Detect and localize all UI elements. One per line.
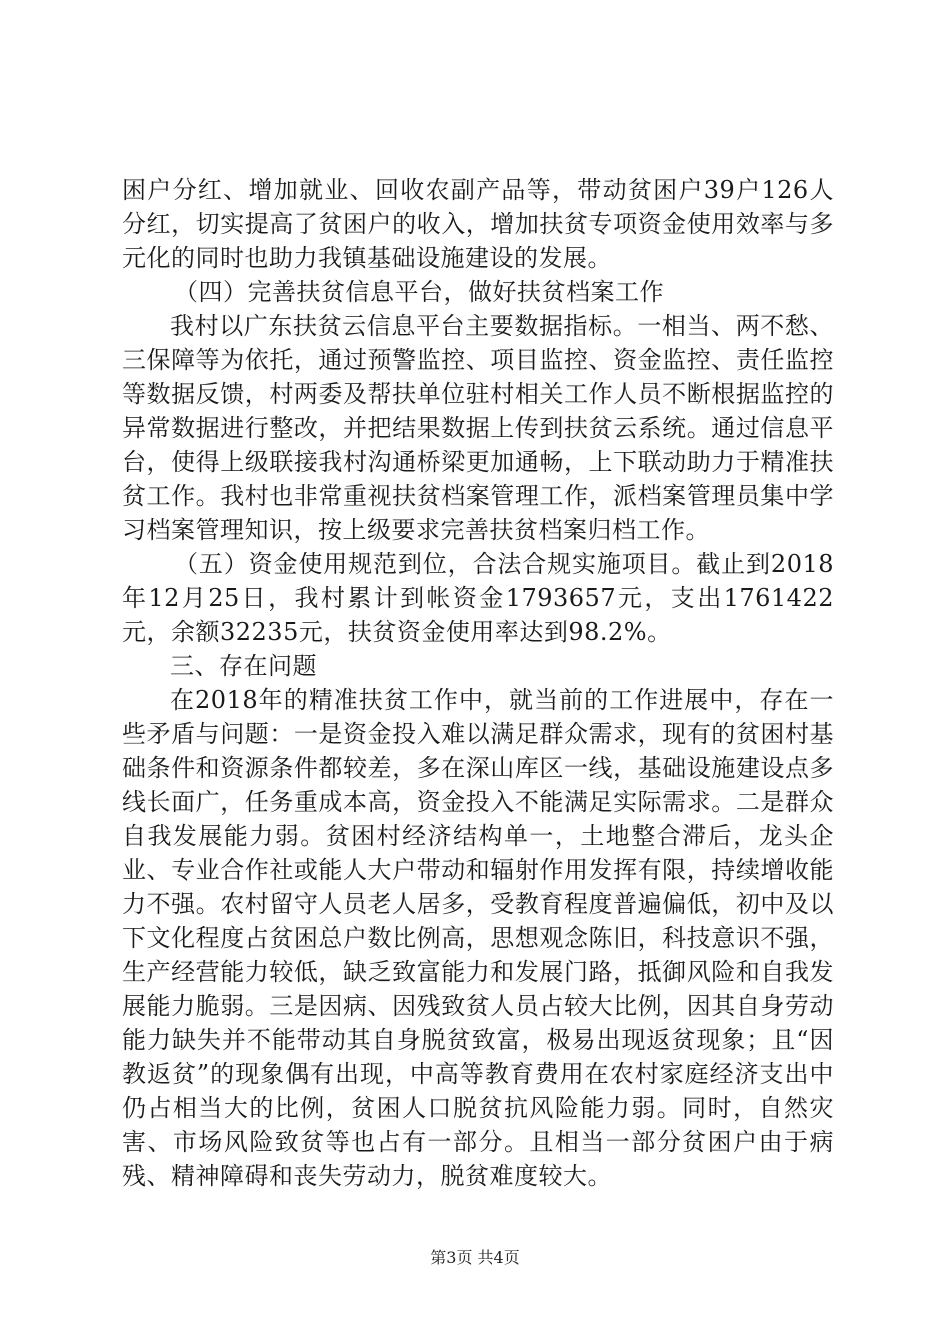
section-heading-four: （四）完善扶贫信息平台，做好扶贫档案工作	[174, 278, 664, 306]
section-heading-problems: 三、存在问题	[170, 652, 317, 680]
page-footer: 第3页 共4页	[430, 1248, 520, 1267]
section-heading-five: （五）资金使用规范到位，合法合规实施项目。截止到2018年12月25日，我村累计到帐资金1793657元，支出1761422元，余额32235元，扶贫资金使用率达到98.2%。	[122, 550, 834, 646]
paragraph-info-platform: 我村以广东扶贫云信息平台主要数据指标。一相当、两不愁、三保障等为依托，通过预警监控、项目监控、资金监控、责任监控等数据反馈，村两委及帮扶单位驻村相关工作人员不断根据监控的异常数据进行整改，并把结果数据上传到扶贫云系统。通过信息平台，使得上级联接我村沟通桥梁更加通畅，上下联动助力于精准扶贫工作。我村也非常重视扶贫档案管理工作，派档案管理员集中学习档案管理知识，按上级要求完善扶贫档案归档工作。	[122, 312, 834, 544]
paragraph-continued: 困户分红、增加就业、回收农副产品等，带动贫困户39户126人分红，切实提高了贫困户的收入，增加扶贫专项资金使用效率与多元化的同时也助力我镇基础设施建设的发展。	[122, 176, 834, 272]
paragraph-problems: 在2018年的精准扶贫工作中，就当前的工作进展中，存在一些矛盾与问题：一是资金投入难以满足群众需求，现有的贫困村基础条件和资源条件都较差，多在深山库区一线，基础设施建设点多线长面广，任务重成本高，资金投入不能满足实际需求。二是群众自我发展能力弱。贫困村经济结构单一，土地整合滞后，龙头企业、专业合作社或能人大户带动和辐射作用发挥有限，持续增收能力不强。农村留守人员老人居多，受教育程度普遍偏低，初中及以下文化程度占贫困总户数比例高，思想观念陈旧，科技意识不强，生产经营能力较低，缺乏致富能力和发展门路，抵御风险和自我发展能力脆弱。三是因病、因残致贫人员占较大比例，因其自身劳动能力缺失并不能带动其自身脱贫致富，极易出现返贫现象；且“因教返贫”的现象偶有出现，中高等教育费用在农村家庭经济支出中仍占相当大的比例，贫困人口脱贫抗风险能力弱。同时，自然灾害、市场风险致贫等也占有一部分。且相当一部分贫困户由于病残、精神障碍和丧失劳动力，脱贫难度较大。	[122, 686, 834, 1190]
document-body	[122, 173, 834, 1193]
